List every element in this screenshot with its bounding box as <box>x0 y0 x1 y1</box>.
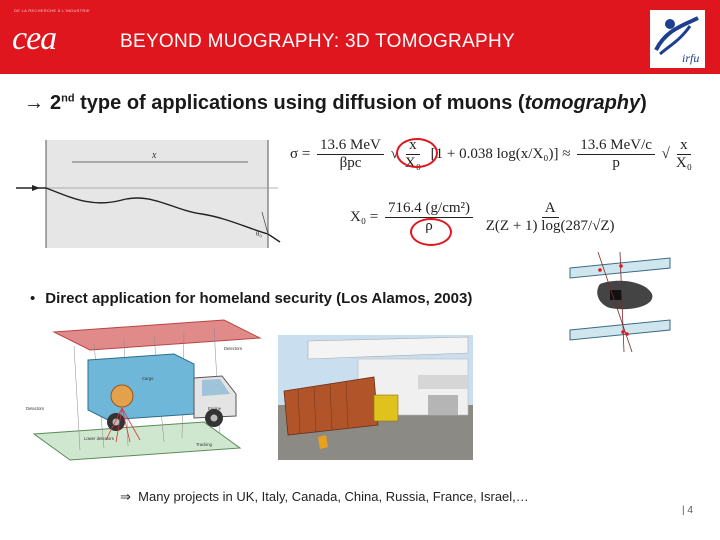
frac-denominator: X₀ <box>675 155 692 171</box>
label-theta: θ₀ <box>256 230 262 238</box>
portal-scanner-photo <box>278 335 473 460</box>
highlight-circle-rho <box>410 218 452 246</box>
label-tracking: Tracking <box>196 442 212 447</box>
heading-close: ) <box>640 92 647 114</box>
heading-text: type of applications using diffusion of muons ( <box>80 92 525 114</box>
sigma-fraction-2 <box>577 137 655 172</box>
header-bar <box>0 0 720 74</box>
multiple-scattering-diagram <box>12 138 282 258</box>
frac-denominator: ρ <box>425 218 433 234</box>
yellow-gate <box>374 395 398 421</box>
heading-ordinal-suffix: nd <box>61 92 75 105</box>
heading-ordinal-number: 2 <box>50 92 62 114</box>
sqrt-icon: √ <box>661 145 670 162</box>
heading-emphasis: tomography <box>524 92 641 114</box>
cargo-truck-scanner-diagram <box>24 318 264 468</box>
slide-heading <box>24 92 647 115</box>
frac-numerator: 13.6 MeV/c <box>577 137 655 155</box>
projects-line <box>120 489 529 505</box>
partner-logo-text: irfu <box>682 51 700 65</box>
page-number: | 4 <box>682 505 693 516</box>
scanned-object <box>597 281 652 309</box>
frac-numerator: 13.6 MeV <box>317 137 384 155</box>
arrowhead-icon <box>32 185 40 191</box>
frac-numerator: 716.4 (g/cm²) <box>385 200 473 218</box>
sigma-sqrt-fraction-2 <box>673 137 695 172</box>
radiation-length-formula <box>350 200 620 246</box>
bullet-text: Direct application for homeland security (Los Alamos, 2003) <box>45 290 473 307</box>
lower-detector-plane <box>570 320 670 340</box>
detector-planes-diagram <box>560 252 680 357</box>
label-engine: Engine <box>208 406 222 411</box>
bullet-icon: • <box>30 290 36 307</box>
sigma-formula <box>290 137 710 187</box>
sqrt-icon: √ <box>390 145 399 162</box>
bullet-item <box>30 290 472 307</box>
implies-icon: ⇒ <box>120 489 131 504</box>
sigma-lhs: σ = <box>290 145 311 162</box>
label-cargo: Cargo <box>142 376 154 381</box>
frac-numerator: x <box>406 137 420 155</box>
frac-denominator: Z(Z + 1) log(287/√Z) <box>485 218 615 234</box>
arrow-icon: → <box>24 92 44 114</box>
sigma-fraction-1 <box>317 137 384 172</box>
label-detectors-top: Detectors <box>224 346 242 351</box>
org-tagline: DE LA RECHERCHE À L'INDUSTRIE <box>14 8 90 13</box>
cargo-container <box>88 354 194 420</box>
contraband-object <box>111 385 133 407</box>
label-muon-trajectories: Lower detectors <box>84 436 114 441</box>
x0-lhs: X₀ = <box>350 208 379 225</box>
frac-numerator: x <box>677 137 691 155</box>
material-slab <box>46 140 268 248</box>
frac-denominator: X₀ <box>404 155 421 171</box>
highlight-circle-x <box>396 138 438 168</box>
label-detectors-left: Detectors <box>26 406 44 411</box>
projects-text: Many projects in UK, Italy, Canada, China, Russia, France, Israel,… <box>138 489 529 504</box>
frac-denominator: βpc <box>339 155 362 171</box>
slide-title: BEYOND MUOGRAPHY: 3D TOMOGRAPHY <box>120 31 516 52</box>
frac-numerator: A <box>542 200 559 218</box>
x0-fraction-2 <box>483 200 618 235</box>
label-x: x <box>152 150 157 161</box>
bottom-detector-plane <box>34 422 240 460</box>
cea-logo: cea <box>12 20 57 57</box>
frac-denominator: p <box>612 155 620 171</box>
irfu-logo <box>650 10 705 68</box>
sigma-bracket: [1 + 0.038 log(x/X₀)] ≈ <box>430 145 571 162</box>
